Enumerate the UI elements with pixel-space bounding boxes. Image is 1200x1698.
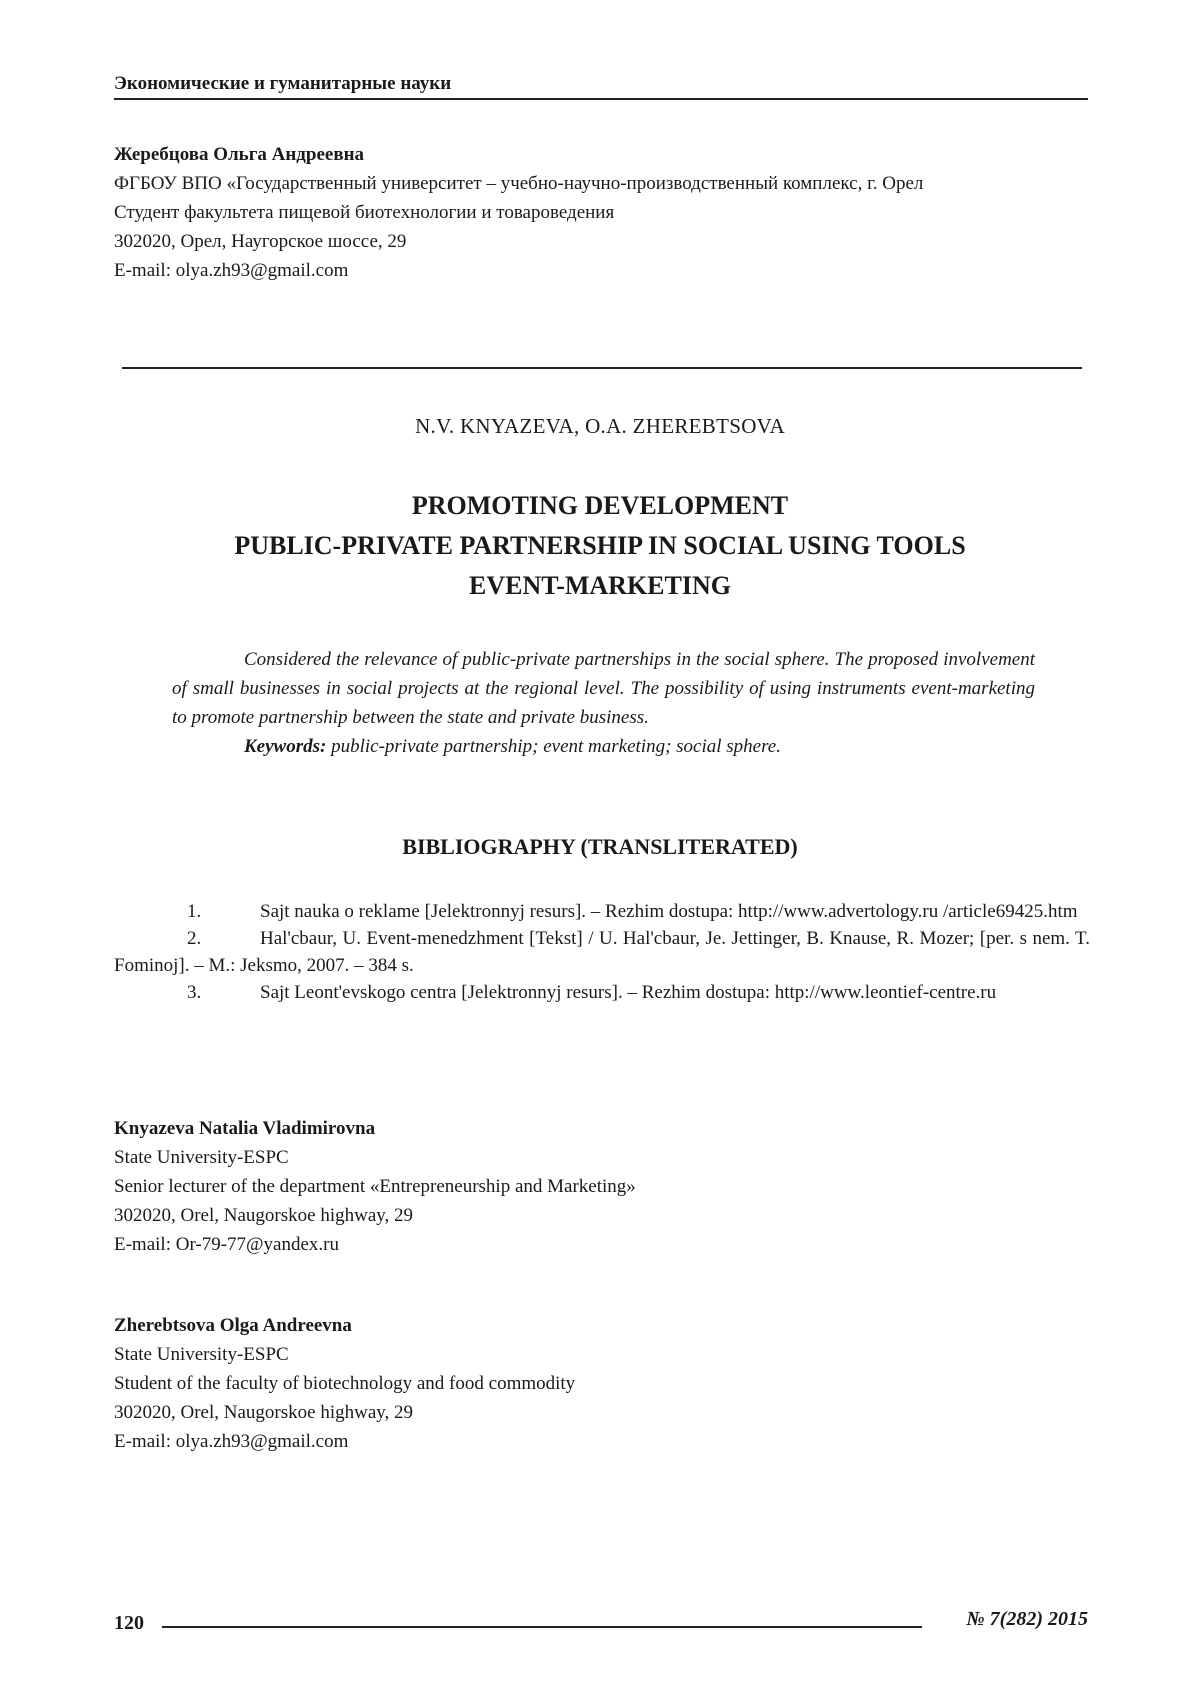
page-footer: [114, 1612, 1088, 1642]
bibliography-item: [114, 979, 1090, 1006]
author-name: Knyazeva Natalia Vladimirovna: [114, 1114, 636, 1143]
author-address: 302020, Орел, Наугорское шоссе, 29: [114, 227, 923, 256]
author-address: 302020, Orel, Naugorskoe highway, 29: [114, 1398, 575, 1427]
author-name: Жеребцова Ольга Андреевна: [114, 140, 923, 169]
author-affiliation: State University-ESPC: [114, 1143, 636, 1172]
item-number: 2.: [187, 925, 260, 952]
item-number: 3.: [187, 979, 260, 1006]
author-email: E-mail: olya.zh93@gmail.com: [114, 256, 923, 285]
article-title: [0, 486, 1200, 606]
keywords-label: Keywords:: [244, 736, 326, 757]
author-email: E-mail: Or-79-77@yandex.ru: [114, 1230, 636, 1259]
author-affiliation: ФГБОУ ВПО «Государственный университет – учебно-научно-производственный комплекс, г. Орел: [114, 169, 923, 198]
abstract-text: Considered the relevance of public-private partnerships in the social sphere. The proposed involvement of small businesses in social projects at the regional level. The possibility of using instruments event-marketing to promote partnership between the state and private business.: [172, 645, 1035, 732]
running-head: Экономические и гуманитарные науки: [114, 72, 1088, 100]
en-author-block: [114, 1311, 575, 1456]
bibliography-item: [114, 925, 1090, 979]
section-divider: [122, 367, 1082, 369]
author-email: E-mail: olya.zh93@gmail.com: [114, 1427, 575, 1456]
bibliography-heading: BIBLIOGRAPHY (TRANSLITERATED): [0, 834, 1200, 860]
author-address: 302020, Orel, Naugorskoe highway, 29: [114, 1201, 636, 1230]
author-position: Студент факультета пищевой биотехнологии и товароведения: [114, 198, 923, 227]
item-text: Sajt nauka o reklame [Jelektronnyj resurs]. – Rezhim dostupa: http://www.advertology.ru /article69425.htm: [260, 901, 1078, 922]
article-authors: N.V. KNYAZEVA, O.A. ZHEREBTSOVA: [0, 414, 1200, 439]
title-line: PROMOTING DEVELOPMENT: [0, 486, 1200, 526]
issue-number: № 7(282) 2015: [966, 1608, 1088, 1631]
footer-rule: [162, 1626, 922, 1628]
title-line: PUBLIC-PRIVATE PARTNERSHIP IN SOCIAL USING TOOLS: [0, 526, 1200, 566]
en-author-block: [114, 1114, 636, 1259]
ru-author-block: [114, 140, 923, 285]
journal-page: [0, 0, 1200, 1698]
abstract: [172, 645, 1035, 761]
author-name: Zherebtsova Olga Andreevna: [114, 1311, 575, 1340]
page-number: 120: [114, 1612, 144, 1635]
title-line: EVENT-MARKETING: [0, 566, 1200, 606]
bibliography-item: [114, 898, 1090, 925]
author-position: Senior lecturer of the department «Entrepreneurship and Marketing»: [114, 1172, 636, 1201]
item-number: 1.: [187, 898, 260, 925]
item-text: Sajt Leont'evskogo centra [Jelektronnyj resurs]. – Rezhim dostupa: http://www.leontief-centre.ru: [260, 982, 996, 1003]
bibliography-list: [114, 898, 1090, 1006]
author-affiliation: State University-ESPC: [114, 1340, 575, 1369]
keywords-text: public-private partnership; event marketing; social sphere.: [331, 736, 781, 757]
author-position: Student of the faculty of biotechnology and food commodity: [114, 1369, 575, 1398]
item-text: Hal'cbaur, U. Event-menedzhment [Tekst] / U. Hal'cbaur, Je. Jettinger, B. Knause, R. Mozer; [per. s nem. T. Fominoj]. – M.: Jeksmo, 2007. – 384 s.: [114, 928, 1090, 976]
keywords: [172, 732, 1035, 761]
